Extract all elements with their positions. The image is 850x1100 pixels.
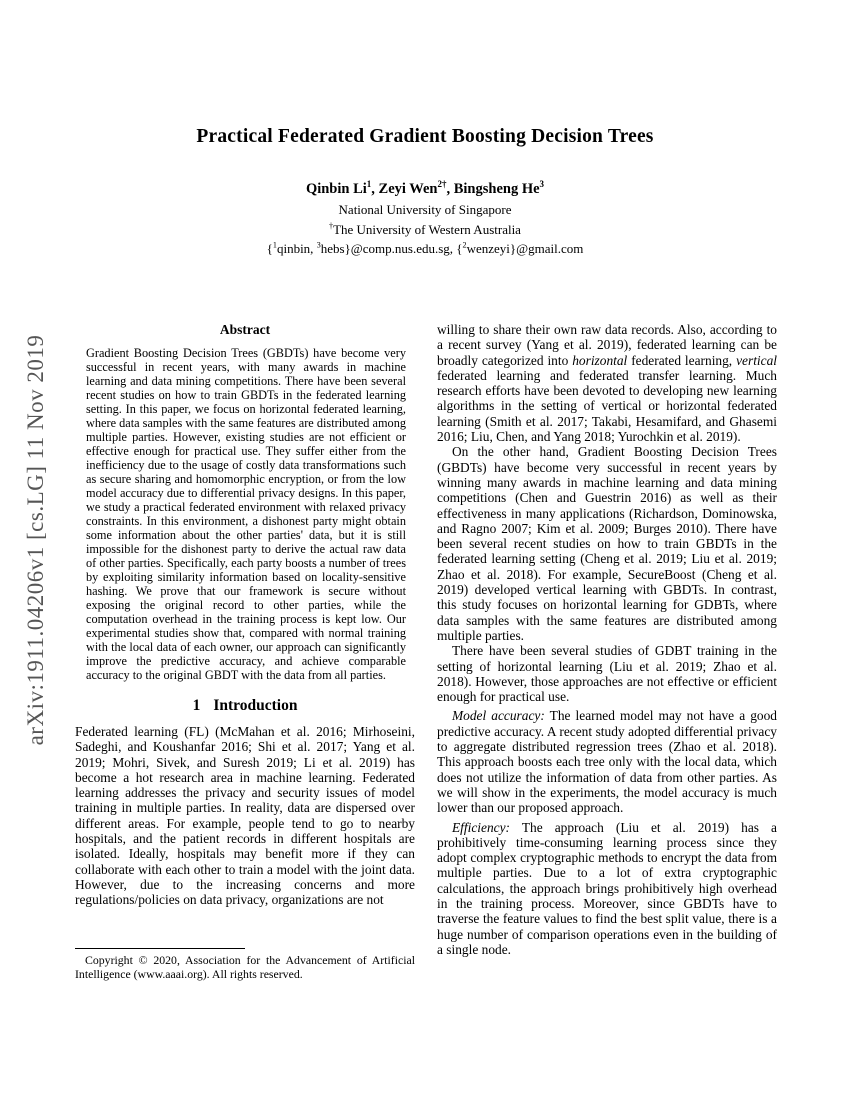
author-line	[0, 181, 850, 198]
paragraph-model-accuracy: Model accuracy: The learned model may not have a good predictive accuracy. A recent study adopted differential privacy to aggregate distributed regression trees (Zhao et al. 2018). This approach boosts each tree only with the local data, which does not utilize the information of data from other parties. As we will show in the experiments, the model accuracy is much lower than our proposed approach.	[437, 708, 777, 816]
section-number: 1	[192, 697, 201, 714]
footnote-rule	[75, 948, 245, 949]
paragraph-gbdt-background: On the other hand, Gradient Boosting Decision Trees (GBDTs) have become very successful in recent years by winning many awards in machine learning and data mining competitions (Chen and Guestrin 2016) as well as their effectiveness in many applications (Richardson, Dominowska, and Ragno 2007; Kim et al. 2009; Burges 2010). There have been several recent studies on how to train GBDTs in the federated learning setting (Cheng et al. 2019; Liu et al. 2019; Zhao et al. 2018). For example, SecureBoost (Cheng et al. 2019) developed vertical learning with GBDTs. In contrast, this study focuses on horizontal learning for GDBTs, where data samples with the same features are distributed among multiple parties.	[437, 444, 777, 643]
italic-vertical: vertical	[736, 352, 777, 368]
paper-title: Practical Federated Gradient Boosting Decision Trees	[196, 126, 654, 147]
arxiv-banner: arXiv:1911.04206v1 [cs.LG] 11 Nov 2019	[23, 334, 48, 746]
intro-paragraph-1: Federated learning (FL) (McMahan et al. 2016; Mirhoseini, Sadeghi, and Koushanfar 2016; Shi et al. 2017; Yang et al. 2019; Mohri, Sivek, and Suresh 2019; Li et al. 2019) has become a hot research area in machine learning. Federated learning addresses the privacy and security issues of model training in multiple parties. In reality, data are dispersed over different areas. For example, people tend to go to nearby hospitals, and the patient records in different hospitals are isolated. Ideally, hospitals may benefit more if they can collaborate with each other to train a model with the joint data. However, due to the increasing concerns and more regulations/policies on data privacy, organizations are not	[75, 724, 415, 908]
right-column	[437, 322, 777, 957]
author-2: Zeyi Wen$^{2\dagger}$,	[378, 179, 454, 197]
title-block	[0, 126, 850, 257]
efficiency-label: Efficiency:	[452, 819, 510, 835]
email-line: {$^1$qinbin, $^3$hebs}@comp.nus.edu.sg, {$^2$wenzeyi}@gmail.com	[266, 240, 584, 256]
author-1-affmark: 1	[366, 179, 372, 190]
paragraph-efficiency: Efficiency: The approach (Liu et al. 2019) has a prohibitively time-consuming learning process since they adopt complex cryptographic methods to encrypt the data from multiple parties. Due to a lot of extra cryptographic calculations, the approach brings prohibitively high overhead in the training process. Moreover, since GBDTs have to traverse the feature values to find the best split value, there is a huge number of comparison operations even in the building of a single node.	[437, 819, 777, 957]
italic-horizontal: horizontal	[572, 352, 628, 368]
section-heading-introduction	[75, 697, 415, 715]
affiliation-1: National University of Singapore	[338, 202, 512, 217]
section-title: Introduction	[213, 697, 298, 714]
author-3-affmark: 3	[539, 179, 545, 190]
author-2-affmark: 2†	[437, 179, 447, 190]
author-3: Bingsheng He$^3$	[453, 179, 545, 197]
paragraph-federated-learning-categories: willing to share their own raw data records. Also, according to a recent survey (Yang et al. 2019), federated learning can be broadly categorized into horizontal federated learning, vertical federated learning and federated transfer learning. Much research efforts have been devoted to developing new learning algorithms in the setting of vertical or horizontal federated learning (Smith et al. 2017; Takabi, Hesamifard, and Ghasemi 2016; Liu, Chen, and Yang 2018; Yurochkin et al. 2019).	[437, 322, 777, 445]
left-column	[75, 322, 415, 908]
paragraph-horizontal-studies: There have been several studies of GDBT training in the setting of horizontal learning (Liu et al. 2019; Zhao et al. 2018). However, those approaches are not effective or efficient enough for practical use.	[437, 643, 777, 705]
model-accuracy-label: Model accuracy:	[452, 708, 545, 724]
footnote-text: Copyright © 2020, Association for the Advancement of Artificial Intelligence (www.aaai.org). All rights reserved.	[75, 953, 415, 981]
affiliation-2-dagger: †	[329, 221, 334, 231]
affiliation-2: †The University of Western Australia	[329, 221, 521, 237]
abstract-heading: Abstract	[219, 322, 271, 337]
abstract-text: Gradient Boosting Decision Trees (GBDTs) have become very successful in recent years, with many awards in machine learning and data mining competitions. There have been several recent studies on how to train GBDTs in the federated learning setting. In this paper, we focus on horizontal federated learning, where data samples with the same features are distributed among multiple parties. However, existing studies are not efficient or effective enough for practical use. They suffer either from the inefficiency due to the usage of costly data transformations such as secure sharing and homomorphic encryption, or from the low model accuracy due to differential privacy designs. In this paper, we study a practical federated environment with relaxed privacy constraints. In this environment, a dishonest party might obtain some information about the other parties' data, but it is still impossible for the dishonest party to derive the actual raw data of other parties. Specifically, each party boosts a number of trees by exploiting similarity information based on locality-sensitive hashing. We prove that our framework is secure without exposing the original record to other parties, while the computation overhead in the training process is kept low. Our experimental studies show that, compared with normal training with the local data of each owner, our approach can significantly improve the predictive accuracy, and achieve comparable accuracy to the original GBDT with the data from all parties.	[86, 346, 406, 682]
copyright-footnote	[75, 948, 415, 981]
author-1: Qinbin Li$^1$,	[305, 179, 379, 197]
